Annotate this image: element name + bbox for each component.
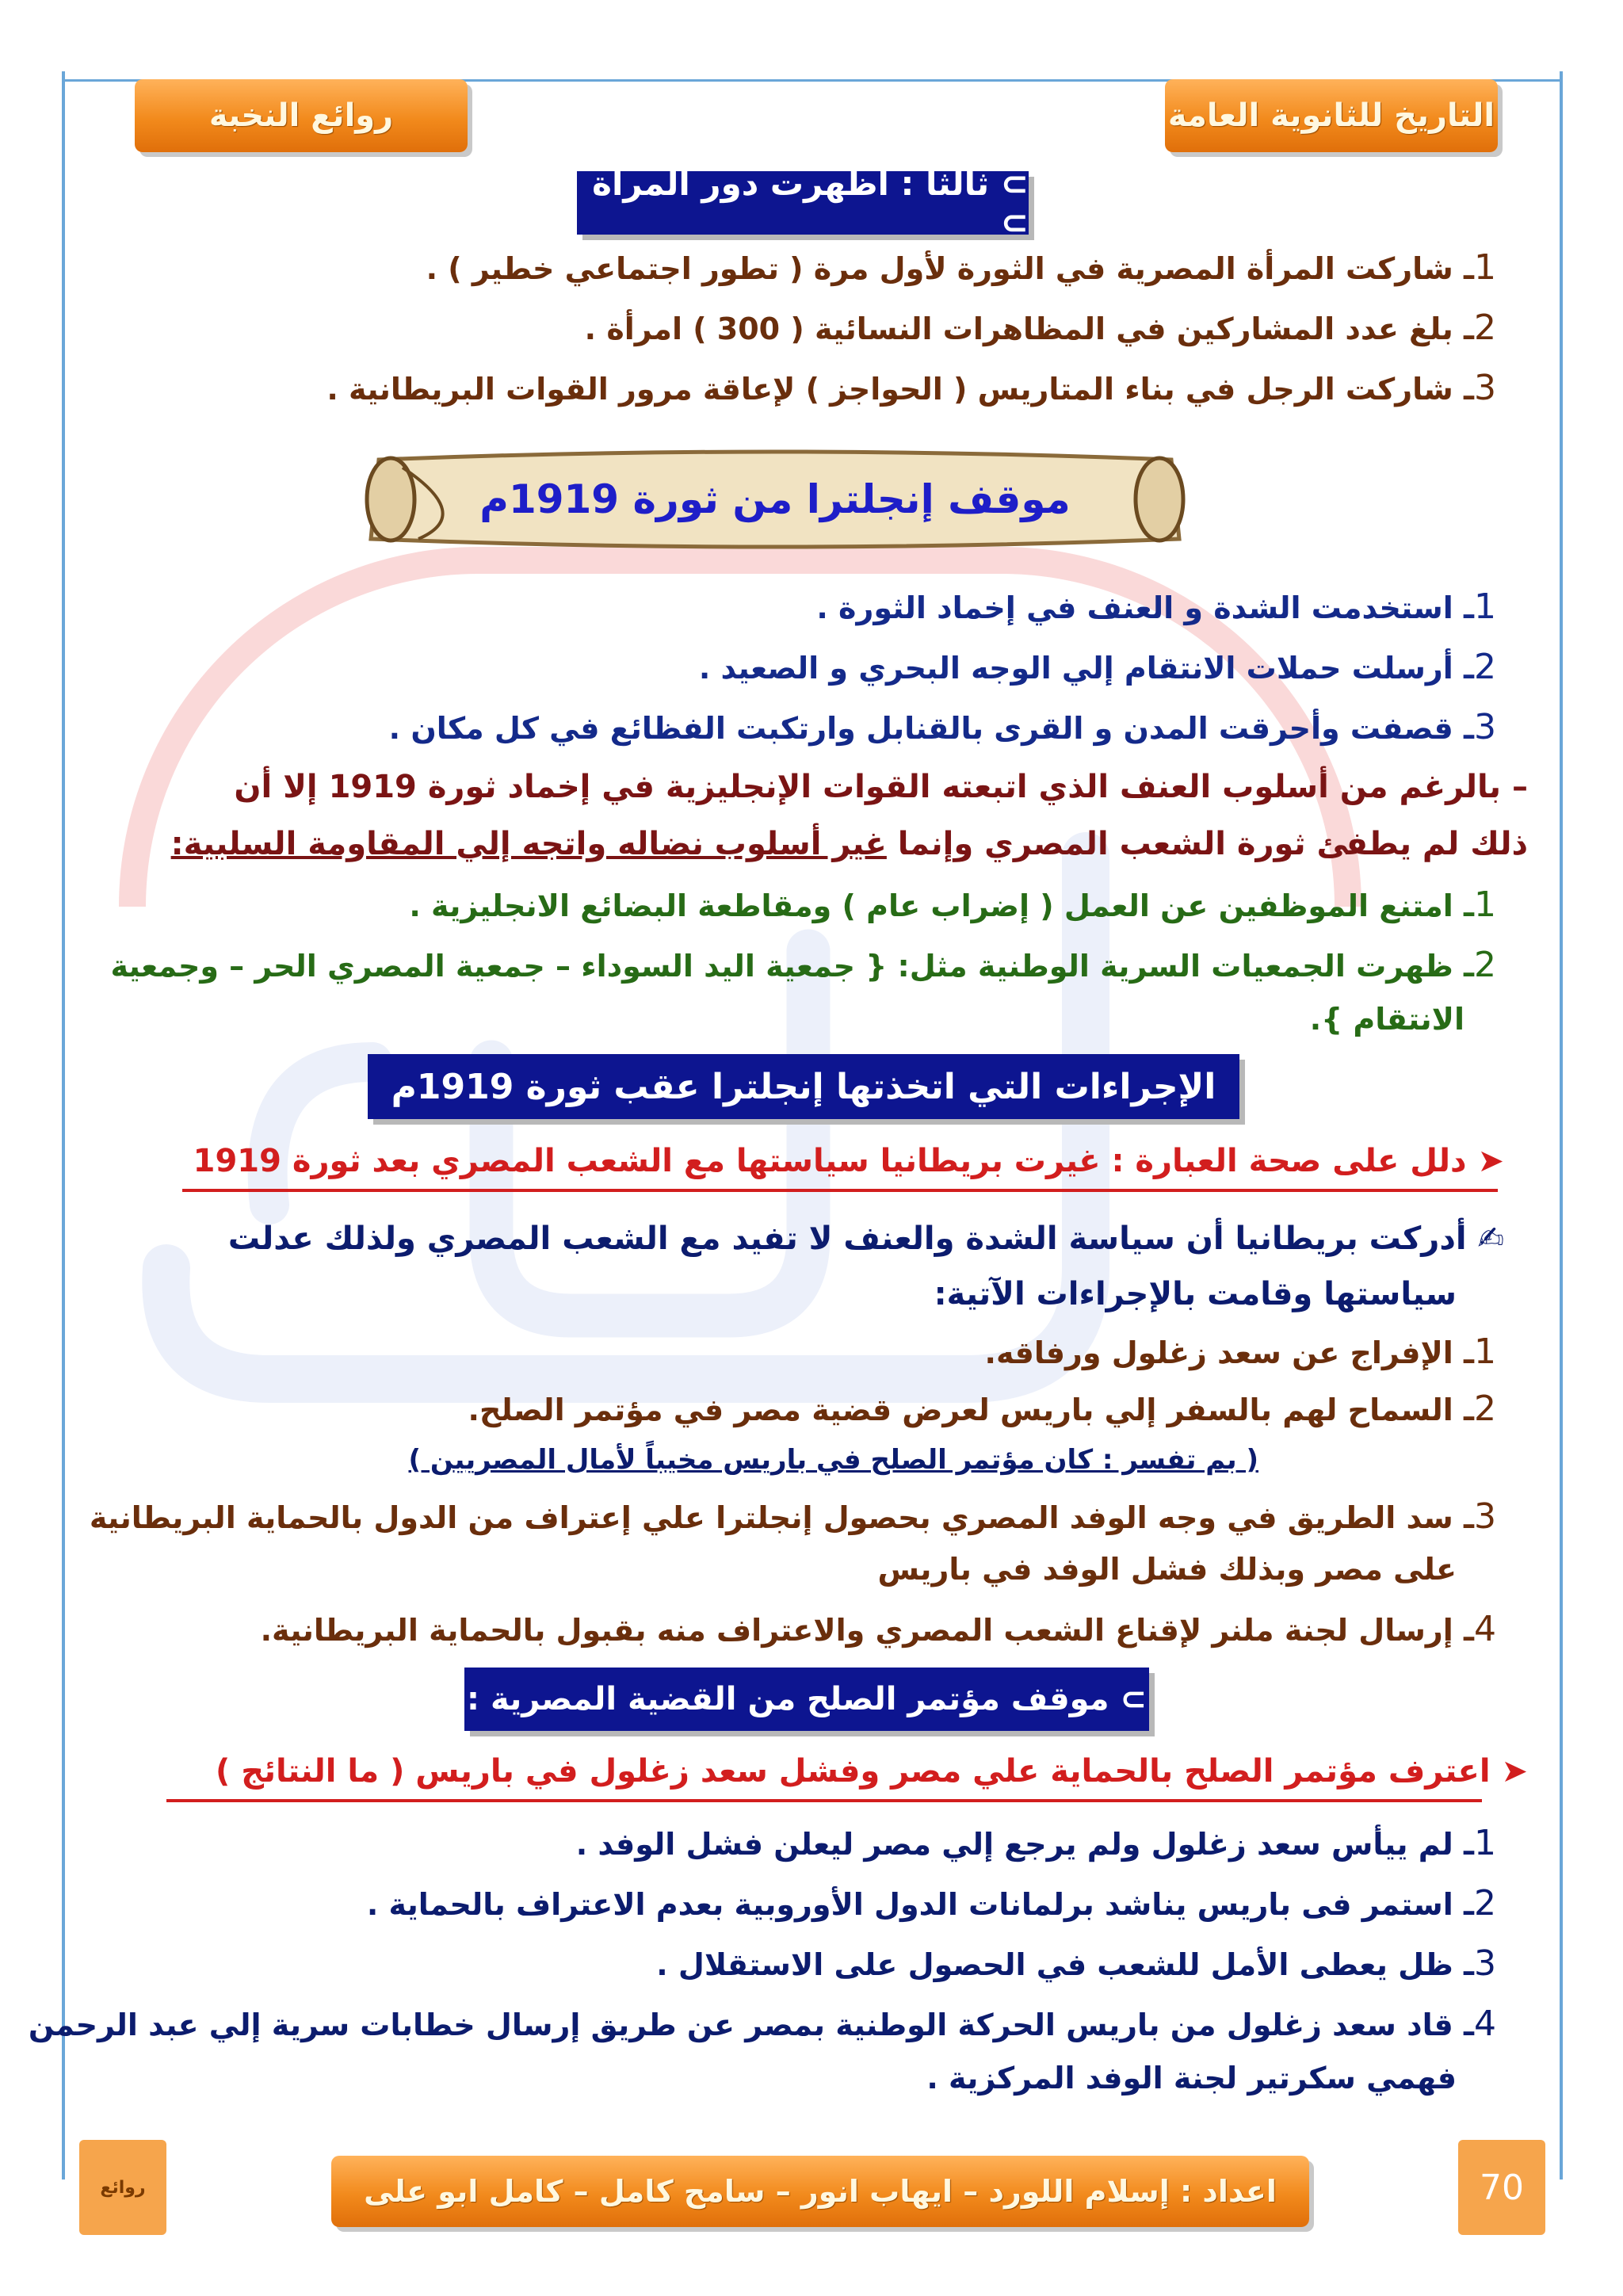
item-number: 4	[1474, 1609, 1496, 1649]
page-number: 70	[1458, 2140, 1545, 2235]
section-title-peace: ⊃ موقف مؤتمر الصلح من القضية المصرية :	[464, 1668, 1149, 1731]
item-number: 2	[1474, 1389, 1496, 1429]
item-text: ـ استخدمت الشدة و العنف في إخماد الثورة .	[816, 590, 1474, 625]
item-text: ـ الإفراج عن سعد زغلول ورفاقه.	[984, 1335, 1474, 1370]
peace-item-2	[367, 1883, 1496, 1924]
passive-item-2	[110, 945, 1496, 985]
measures-note: ( بم تفسر : كان مؤتمر الصلح في باريس مخيباً لأمال المصريين )	[408, 1444, 1258, 1476]
despite-paragraph-line-2	[171, 826, 1528, 862]
passive-item-2-cont: الانتقام }.	[1309, 1002, 1465, 1037]
despite-paragraph-line-1: – بالرغم من أسلوب العنف الذي اتبعته القوات الإنجليزية في إخماد ثورة 1919 إلا أن	[234, 769, 1528, 805]
peace-heading: ➤ اعترف مؤتمر الصلح بالحماية علي مصر وفشل سعد زغلول في باريس ( ما النتائج )	[216, 1753, 1528, 1790]
frame-right-line	[1560, 71, 1563, 2179]
item-number: 3	[1474, 707, 1496, 747]
item-text: ـ لم ييأس سعد زغلول ولم يرجع إلي مصر ليعلن فشل الوفد .	[575, 1827, 1474, 1862]
item-number: 3	[1474, 1943, 1496, 1984]
item-number: 2	[1474, 647, 1496, 687]
frame-left-line	[62, 71, 65, 2179]
section-title-women: ⊃ ثالثاً : أظهرت دور المرأة ⊃	[577, 171, 1029, 235]
measures-item-2	[468, 1389, 1496, 1429]
peace-item-3	[656, 1943, 1496, 1984]
measures-intro-line-1: ✍ أدركت بريطانيا أن سياسة الشدة والعنف لا تفيد مع الشعب المصري ولذلك عدلت	[227, 1221, 1504, 1257]
evidence-underline	[182, 1189, 1498, 1192]
passive-item-1	[409, 884, 1496, 925]
section-title-measures: الإجراءات التي اتخذتها إنجلترا عقب ثورة 1919م	[368, 1054, 1239, 1119]
england-item-2	[699, 647, 1496, 687]
item-text: ـ سد الطريق في وجه الوفد المصري بحصول إنجلترا علي إعتراف من الدول بالحماية البريطانية	[89, 1500, 1474, 1535]
item-number: 1	[1474, 247, 1496, 288]
item-number: 2	[1474, 945, 1496, 985]
item-text: ـ استمر فى باريس يناشد برلمانات الدول الأوروبية بعدم الاعتراف بالحماية .	[366, 1887, 1474, 1922]
item-text: ـ إرسال لجنة ملنر لإقناع الشعب المصري والاعتراف منه بقبول بالحماية البريطانية.	[260, 1613, 1474, 1648]
item-number: 1	[1474, 586, 1496, 627]
women-item-2	[585, 308, 1496, 348]
item-text: ـ ظهرت الجمعيات السرية الوطنية مثل: { جمعية اليد السوداء – جمعية المصري الحر – وجمعية	[110, 949, 1474, 984]
item-text: ـ بلغ عدد المشاركين في المظاهرات النسائية ( 300 ) امرأة .	[584, 311, 1474, 346]
item-text: ـ ظل يعطى الأمل للشعب في الحصول على الاستقلال .	[656, 1947, 1474, 1982]
measures-intro-line-2: سياستها وقامت بالإجراءات الآتية:	[934, 1276, 1457, 1312]
peace-item-4-cont: فهمي سكرتير لجنة الوفد المركزية .	[926, 2061, 1457, 2095]
item-text: ـ السماح لهم بالسفر إلي باريس لعرض قضية مصر في مؤتمر الصلح.	[468, 1392, 1474, 1427]
item-number: 3	[1474, 368, 1496, 408]
footer-logo	[79, 2140, 166, 2235]
item-text: ـ أرسلت حملات الانتقام إلي الوجه البحري و الصعيد .	[698, 651, 1474, 686]
women-item-1	[426, 247, 1496, 288]
england-item-3	[389, 707, 1496, 747]
header-right-tab: التاريخ للثانوية العامة	[1165, 79, 1498, 152]
measures-item-3-cont: على مصر وبذلك فشل الوفد في باريس	[877, 1552, 1457, 1587]
item-number: 1	[1474, 884, 1496, 925]
measures-item-1	[985, 1331, 1496, 1372]
item-number: 1	[1474, 1823, 1496, 1863]
item-number: 2	[1474, 308, 1496, 348]
women-item-3	[327, 368, 1496, 408]
peace-item-4	[29, 2004, 1496, 2044]
england-stance-banner	[355, 444, 1195, 555]
header-left-tab: روائع النخبة	[135, 79, 468, 152]
england-stance-title: موقف إنجلترا من ثورة 1919م	[479, 476, 1071, 522]
measures-item-3	[90, 1496, 1496, 1537]
item-text: ـ شاركت المرأة المصرية في الثورة لأول مرة ( تطور اجتماعي خطير ) .	[426, 251, 1474, 286]
item-number: 2	[1474, 1883, 1496, 1924]
item-text: ـ قاد سعد زغلول من باريس الحركة الوطنية بمصر عن طريق إرسال خطابات سرية إلي عبد الرحمن	[28, 2008, 1474, 2042]
para-text-b-underlined: غير أسلوب نضاله واتجه إلي المقاومة السلبية:	[170, 826, 887, 862]
measures-item-4	[261, 1609, 1496, 1649]
item-number: 4	[1474, 2004, 1496, 2044]
evidence-prompt: ➤ دلل على صحة العبارة : غيرت بريطانيا سياستها مع الشعب المصري بعد ثورة 1919	[193, 1143, 1504, 1179]
item-number: 1	[1474, 1331, 1496, 1372]
item-number: 3	[1474, 1496, 1496, 1537]
peace-heading-underline	[166, 1799, 1482, 1802]
england-item-1	[816, 586, 1496, 627]
item-text: ـ شاركت الرجل في بناء المتاريس ( الحواجز ) لإعاقة مرور القوات البريطانية .	[327, 372, 1474, 407]
para-text-a: ذلك لم يطفئ ثورة الشعب المصري وإنما	[886, 826, 1528, 862]
peace-item-1	[576, 1823, 1496, 1863]
footer-authors-tab: اعداد : إسلام اللورد – ايهاب انور – سامح كامل – كامل ابو على	[331, 2156, 1309, 2227]
item-text: ـ امتنع الموظفين عن العمل ( إضراب عام ) ومقاطعة البضائع الانجليزية .	[409, 888, 1474, 923]
footer-logo-text: روائع	[100, 2177, 146, 2198]
item-text: ـ قصفت وأحرقت المدن و القرى بالقنابل وارتكبت الفظائع في كل مكان .	[388, 711, 1474, 746]
